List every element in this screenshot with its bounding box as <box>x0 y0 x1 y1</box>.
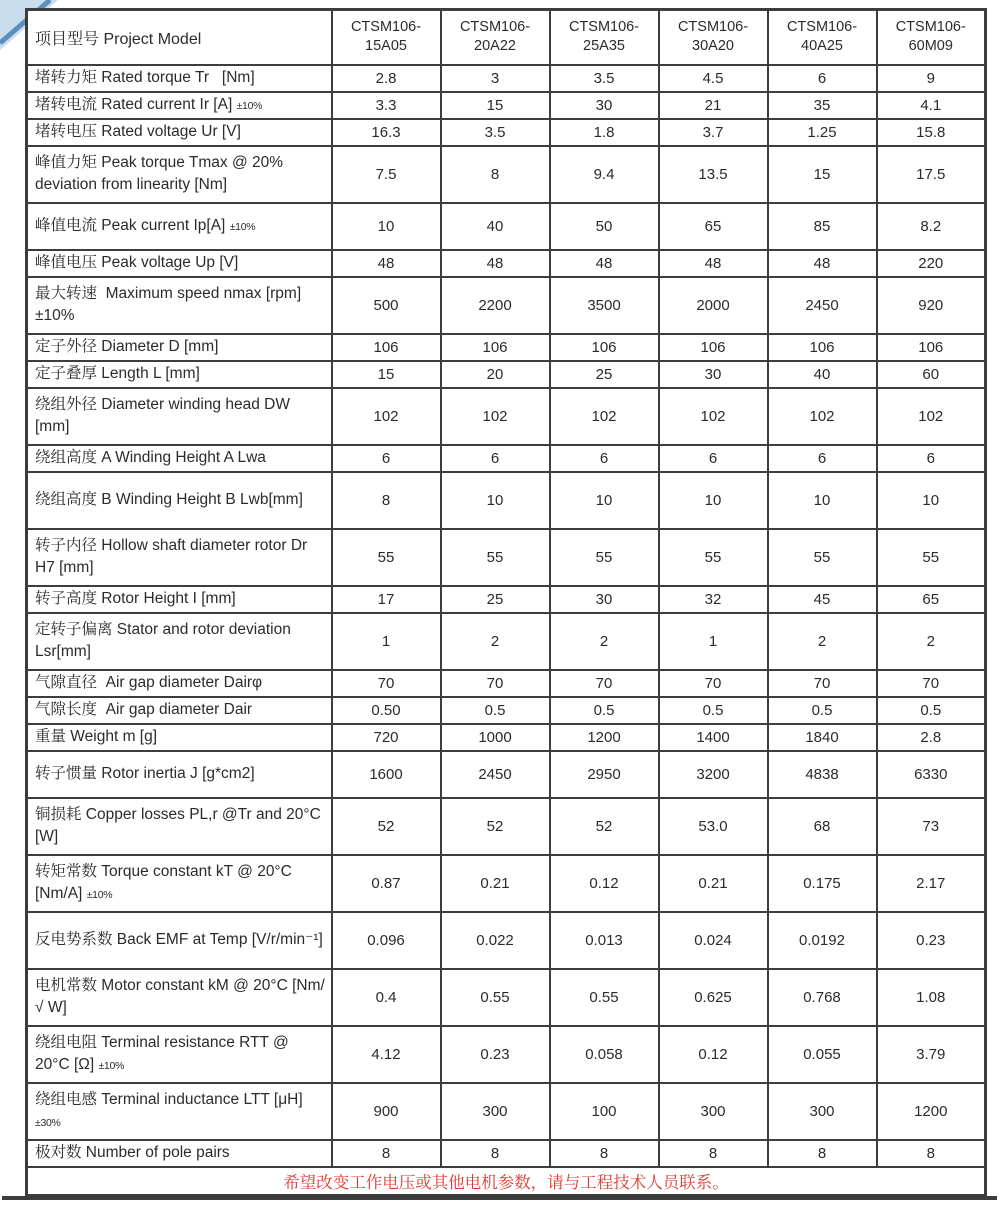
value-cell: 55 <box>659 529 768 586</box>
row-label-cell <box>27 445 332 472</box>
row-label: 绕组高度 B Winding Height B Lwb[mm] <box>35 490 303 508</box>
row-label: 转子内径 Hollow shaft diameter rotor Dr H7 [mm] <box>35 536 312 576</box>
value-cell: 52 <box>550 798 659 855</box>
value-cell: 500 <box>332 277 441 334</box>
value-cell: 6 <box>659 445 768 472</box>
value-cell: 102 <box>768 388 877 445</box>
header-row <box>27 10 986 65</box>
value-cell: 30 <box>659 361 768 388</box>
model-name-line1: CTSM106- <box>677 18 749 35</box>
value-cell: 0.87 <box>332 855 441 912</box>
value-cell: 106 <box>659 334 768 361</box>
row-label-cell <box>27 613 332 670</box>
value-cell: 52 <box>332 798 441 855</box>
value-cell: 0.23 <box>441 1026 550 1083</box>
table-row <box>27 203 986 250</box>
value-cell: 2450 <box>768 277 877 334</box>
value-cell: 2 <box>768 613 877 670</box>
value-cell: 10 <box>441 472 550 529</box>
value-cell: 65 <box>659 203 768 250</box>
value-cell: 2 <box>877 613 986 670</box>
value-cell: 1.25 <box>768 119 877 146</box>
value-cell: 0.5 <box>877 697 986 724</box>
model-name-line2: 25A35 <box>583 38 625 55</box>
value-cell: 0.55 <box>441 969 550 1026</box>
model-name-line2: 20A22 <box>474 38 516 55</box>
value-cell: 3 <box>441 65 550 92</box>
value-cell: 8 <box>441 1140 550 1167</box>
value-cell: 53.0 <box>659 798 768 855</box>
page-bottom-rule <box>2 1196 997 1200</box>
value-cell: 10 <box>877 472 986 529</box>
value-cell: 1840 <box>768 724 877 751</box>
row-label: 转矩常数 Torque constant kT @ 20°C [Nm/A] <box>35 862 297 902</box>
model-name-line2: 15A05 <box>365 38 407 55</box>
row-label-cell <box>27 388 332 445</box>
row-label: 峰值电流 Peak current Ip[A] <box>35 216 226 234</box>
table-row <box>27 472 986 529</box>
value-cell: 48 <box>550 250 659 277</box>
tolerance-note: ±10% <box>98 1060 125 1072</box>
value-cell: 70 <box>550 670 659 697</box>
value-cell: 0.55 <box>550 969 659 1026</box>
value-cell: 300 <box>768 1083 877 1140</box>
row-label-cell <box>27 146 332 203</box>
value-cell: 8 <box>659 1140 768 1167</box>
footer-row <box>27 1167 986 1196</box>
table-row <box>27 586 986 613</box>
value-cell: 2 <box>441 613 550 670</box>
row-label: 反电势系数 Back EMF at Temp [V/r/min⁻¹] <box>35 930 323 948</box>
tolerance-note: ±10% <box>236 99 263 112</box>
row-label-cell <box>27 472 332 529</box>
value-cell: 60 <box>877 361 986 388</box>
value-cell: 52 <box>441 798 550 855</box>
value-cell: 10 <box>332 203 441 250</box>
value-cell: 220 <box>877 250 986 277</box>
spec-table <box>25 8 987 1197</box>
row-label: 堵转电压 Rated voltage Ur [V] <box>35 122 241 140</box>
model-name-line1: CTSM106- <box>786 18 858 35</box>
value-cell: 7.5 <box>332 146 441 203</box>
value-cell: 15 <box>441 92 550 119</box>
value-cell: 10 <box>768 472 877 529</box>
value-cell: 70 <box>877 670 986 697</box>
value-cell: 40 <box>768 361 877 388</box>
value-cell: 70 <box>659 670 768 697</box>
project-model-header-cell: 项目型号 Project Model <box>27 10 332 65</box>
table-row <box>27 969 986 1026</box>
value-cell: 8 <box>441 146 550 203</box>
value-cell: 50 <box>550 203 659 250</box>
value-cell: 0.096 <box>332 912 441 969</box>
row-label-cell <box>27 1026 332 1083</box>
value-cell: 0.5 <box>441 697 550 724</box>
table-row <box>27 277 986 334</box>
value-cell: 0.5 <box>659 697 768 724</box>
value-cell: 8.2 <box>877 203 986 250</box>
row-label-cell <box>27 277 332 334</box>
row-label-cell <box>27 855 332 912</box>
table-row <box>27 697 986 724</box>
value-cell: 0.022 <box>441 912 550 969</box>
row-label-cell <box>27 697 332 724</box>
value-cell: 65 <box>877 586 986 613</box>
value-cell: 3.7 <box>659 119 768 146</box>
value-cell: 45 <box>768 586 877 613</box>
value-cell: 0.12 <box>550 855 659 912</box>
model-header-cell <box>550 10 659 65</box>
table-row <box>27 724 986 751</box>
value-cell: 300 <box>659 1083 768 1140</box>
table-row <box>27 250 986 277</box>
model-name-line2: 60M09 <box>908 38 953 55</box>
row-label: 电机常数 Motor constant kM @ 20°C [Nm/ √ W] <box>35 976 330 1016</box>
value-cell: 15 <box>332 361 441 388</box>
value-cell: 6 <box>550 445 659 472</box>
value-cell: 1 <box>659 613 768 670</box>
table-row <box>27 855 986 912</box>
model-name-line2: 40A25 <box>801 38 843 55</box>
value-cell: 9 <box>877 65 986 92</box>
table-row <box>27 529 986 586</box>
value-cell: 17.5 <box>877 146 986 203</box>
value-cell: 6 <box>877 445 986 472</box>
table-row <box>27 1026 986 1083</box>
value-cell: 55 <box>441 529 550 586</box>
value-cell: 21 <box>659 92 768 119</box>
value-cell: 900 <box>332 1083 441 1140</box>
value-cell: 0.024 <box>659 912 768 969</box>
value-cell: 0.0192 <box>768 912 877 969</box>
value-cell: 48 <box>441 250 550 277</box>
value-cell: 106 <box>550 334 659 361</box>
value-cell: 0.175 <box>768 855 877 912</box>
value-cell: 25 <box>550 361 659 388</box>
value-cell: 6 <box>441 445 550 472</box>
table-row <box>27 1083 986 1140</box>
row-label-cell <box>27 361 332 388</box>
row-label-cell <box>27 969 332 1026</box>
row-label: 转子惯量 Rotor inertia J [g*cm2] <box>35 764 255 782</box>
value-cell: 4.1 <box>877 92 986 119</box>
row-label-cell <box>27 119 332 146</box>
value-cell: 55 <box>550 529 659 586</box>
value-cell: 10 <box>659 472 768 529</box>
value-cell: 15 <box>768 146 877 203</box>
row-label-cell <box>27 334 332 361</box>
value-cell: 2950 <box>550 751 659 798</box>
value-cell: 3500 <box>550 277 659 334</box>
value-cell: 0.625 <box>659 969 768 1026</box>
value-cell: 20 <box>441 361 550 388</box>
value-cell: 55 <box>877 529 986 586</box>
value-cell: 4.5 <box>659 65 768 92</box>
row-label: 气隙直径 Air gap diameter Dairφ <box>35 673 263 691</box>
table-row <box>27 361 986 388</box>
value-cell: 3.5 <box>550 65 659 92</box>
value-cell: 55 <box>332 529 441 586</box>
value-cell: 2450 <box>441 751 550 798</box>
value-cell: 35 <box>768 92 877 119</box>
row-label: 峰值力矩 Peak torque Tmax @ 20% deviation from linearity [Nm] <box>35 153 288 193</box>
table-row <box>27 388 986 445</box>
tolerance-note: ±30% <box>35 1117 61 1129</box>
value-cell: 0.5 <box>550 697 659 724</box>
value-cell: 70 <box>332 670 441 697</box>
row-label-cell <box>27 65 332 92</box>
value-cell: 0.055 <box>768 1026 877 1083</box>
value-cell: 1000 <box>441 724 550 751</box>
model-header-cell <box>659 10 768 65</box>
model-name-line1: CTSM106- <box>350 18 422 35</box>
model-name-line1: CTSM106- <box>895 18 966 35</box>
value-cell: 8 <box>332 472 441 529</box>
value-cell: 102 <box>441 388 550 445</box>
row-label-cell <box>27 724 332 751</box>
row-label: 定子外径 Diameter D [mm] <box>35 337 219 355</box>
value-cell: 3200 <box>659 751 768 798</box>
value-cell: 10 <box>550 472 659 529</box>
value-cell: 1600 <box>332 751 441 798</box>
row-label-cell <box>27 670 332 697</box>
footer-note: 希望改变工作电压或其他电机参数，请与工程技术人员联系。 <box>27 1167 986 1196</box>
row-label-cell <box>27 751 332 798</box>
value-cell: 0.768 <box>768 969 877 1026</box>
value-cell: 55 <box>768 529 877 586</box>
value-cell: 106 <box>768 334 877 361</box>
row-label-cell <box>27 1083 332 1140</box>
value-cell: 3.3 <box>332 92 441 119</box>
model-name-line1: CTSM106- <box>459 18 531 35</box>
value-cell: 32 <box>659 586 768 613</box>
value-cell: 720 <box>332 724 441 751</box>
value-cell: 8 <box>550 1140 659 1167</box>
value-cell: 0.4 <box>332 969 441 1026</box>
row-label: 绕组高度 A Winding Height A Lwa <box>35 448 266 466</box>
model-header-cell <box>877 10 986 65</box>
row-label: 极对数 Number of pole pairs <box>35 1143 230 1161</box>
value-cell: 1 <box>332 613 441 670</box>
value-cell: 920 <box>877 277 986 334</box>
value-cell: 1.08 <box>877 969 986 1026</box>
row-label: 绕组电感 Terminal inductance LTT [μH] <box>35 1090 303 1108</box>
value-cell: 40 <box>441 203 550 250</box>
model-header-cell <box>441 10 550 65</box>
row-label-cell <box>27 798 332 855</box>
table-row <box>27 92 986 119</box>
value-cell: 3.5 <box>441 119 550 146</box>
value-cell: 48 <box>332 250 441 277</box>
value-cell: 1200 <box>550 724 659 751</box>
value-cell: 70 <box>441 670 550 697</box>
value-cell: 48 <box>659 250 768 277</box>
value-cell: 30 <box>550 92 659 119</box>
row-label: 气隙长度 Air gap diameter Dair <box>35 700 253 718</box>
table-row <box>27 670 986 697</box>
tolerance-note: ±10% <box>229 220 256 233</box>
value-cell: 2.8 <box>332 65 441 92</box>
value-cell: 106 <box>441 334 550 361</box>
row-label: 重量 Weight m [g] <box>35 727 158 745</box>
value-cell: 0.23 <box>877 912 986 969</box>
value-cell: 6 <box>768 65 877 92</box>
value-cell: 106 <box>877 334 986 361</box>
row-label: 堵转力矩 Rated torque Tr [Nm] <box>35 68 255 86</box>
value-cell: 15.8 <box>877 119 986 146</box>
model-name-line1: CTSM106- <box>568 18 640 35</box>
value-cell: 85 <box>768 203 877 250</box>
value-cell: 0.013 <box>550 912 659 969</box>
value-cell: 68 <box>768 798 877 855</box>
value-cell: 100 <box>550 1083 659 1140</box>
tolerance-note: ±10% <box>86 889 113 901</box>
value-cell: 1400 <box>659 724 768 751</box>
row-label: 铜损耗 Copper losses PL,r @Tr and 20°C [W] <box>35 805 326 845</box>
value-cell: 2 <box>550 613 659 670</box>
value-cell: 0.21 <box>659 855 768 912</box>
value-cell: 0.50 <box>332 697 441 724</box>
table-row <box>27 1140 986 1167</box>
value-cell: 73 <box>877 798 986 855</box>
row-label: 定子叠厚 Length L [mm] <box>35 364 200 382</box>
row-label: 绕组电阻 Terminal resistance RTT @ 20°C [Ω] <box>35 1033 294 1073</box>
value-cell: 2000 <box>659 277 768 334</box>
value-cell: 25 <box>441 586 550 613</box>
table-row <box>27 65 986 92</box>
value-cell: 300 <box>441 1083 550 1140</box>
row-label: 转子高度 Rotor Height I [mm] <box>35 589 236 607</box>
value-cell: 3.79 <box>877 1026 986 1083</box>
table-row <box>27 912 986 969</box>
value-cell: 106 <box>332 334 441 361</box>
table-row <box>27 613 986 670</box>
value-cell: 1200 <box>877 1083 986 1140</box>
value-cell: 48 <box>768 250 877 277</box>
model-header-cell <box>768 10 877 65</box>
row-label-cell <box>27 912 332 969</box>
row-label-cell <box>27 1140 332 1167</box>
value-cell: 8 <box>877 1140 986 1167</box>
value-cell: 4838 <box>768 751 877 798</box>
value-cell: 102 <box>877 388 986 445</box>
value-cell: 6330 <box>877 751 986 798</box>
table-row <box>27 751 986 798</box>
value-cell: 1.8 <box>550 119 659 146</box>
value-cell: 17 <box>332 586 441 613</box>
value-cell: 16.3 <box>332 119 441 146</box>
value-cell: 6 <box>332 445 441 472</box>
model-name-line2: 30A20 <box>692 38 734 55</box>
value-cell: 0.12 <box>659 1026 768 1083</box>
row-label: 定转子偏离 Stator and rotor deviation Lsr[mm] <box>35 620 296 660</box>
value-cell: 102 <box>550 388 659 445</box>
value-cell: 2.17 <box>877 855 986 912</box>
value-cell: 0.058 <box>550 1026 659 1083</box>
row-label-cell <box>27 529 332 586</box>
row-label: 最大转速 Maximum speed nmax [rpm] ±10% <box>35 284 306 324</box>
table-row <box>27 798 986 855</box>
table-row <box>27 119 986 146</box>
value-cell: 102 <box>332 388 441 445</box>
table-row <box>27 146 986 203</box>
row-label-cell <box>27 250 332 277</box>
value-cell: 2200 <box>441 277 550 334</box>
value-cell: 30 <box>550 586 659 613</box>
value-cell: 8 <box>332 1140 441 1167</box>
value-cell: 2.8 <box>877 724 986 751</box>
value-cell: 102 <box>659 388 768 445</box>
row-label: 堵转电流 Rated current Ir [A] <box>35 95 233 113</box>
value-cell: 70 <box>768 670 877 697</box>
value-cell: 6 <box>768 445 877 472</box>
row-label: 绕组外径 Diameter winding head DW [mm] <box>35 395 295 435</box>
value-cell: 4.12 <box>332 1026 441 1083</box>
row-label-cell <box>27 203 332 250</box>
row-label-cell <box>27 92 332 119</box>
value-cell: 13.5 <box>659 146 768 203</box>
table-row <box>27 334 986 361</box>
value-cell: 8 <box>768 1140 877 1167</box>
row-label-cell <box>27 586 332 613</box>
model-header-cell <box>332 10 441 65</box>
row-label: 峰值电压 Peak voltage Up [V] <box>35 253 239 271</box>
value-cell: 9.4 <box>550 146 659 203</box>
table-row <box>27 445 986 472</box>
value-cell: 0.5 <box>768 697 877 724</box>
value-cell: 0.21 <box>441 855 550 912</box>
